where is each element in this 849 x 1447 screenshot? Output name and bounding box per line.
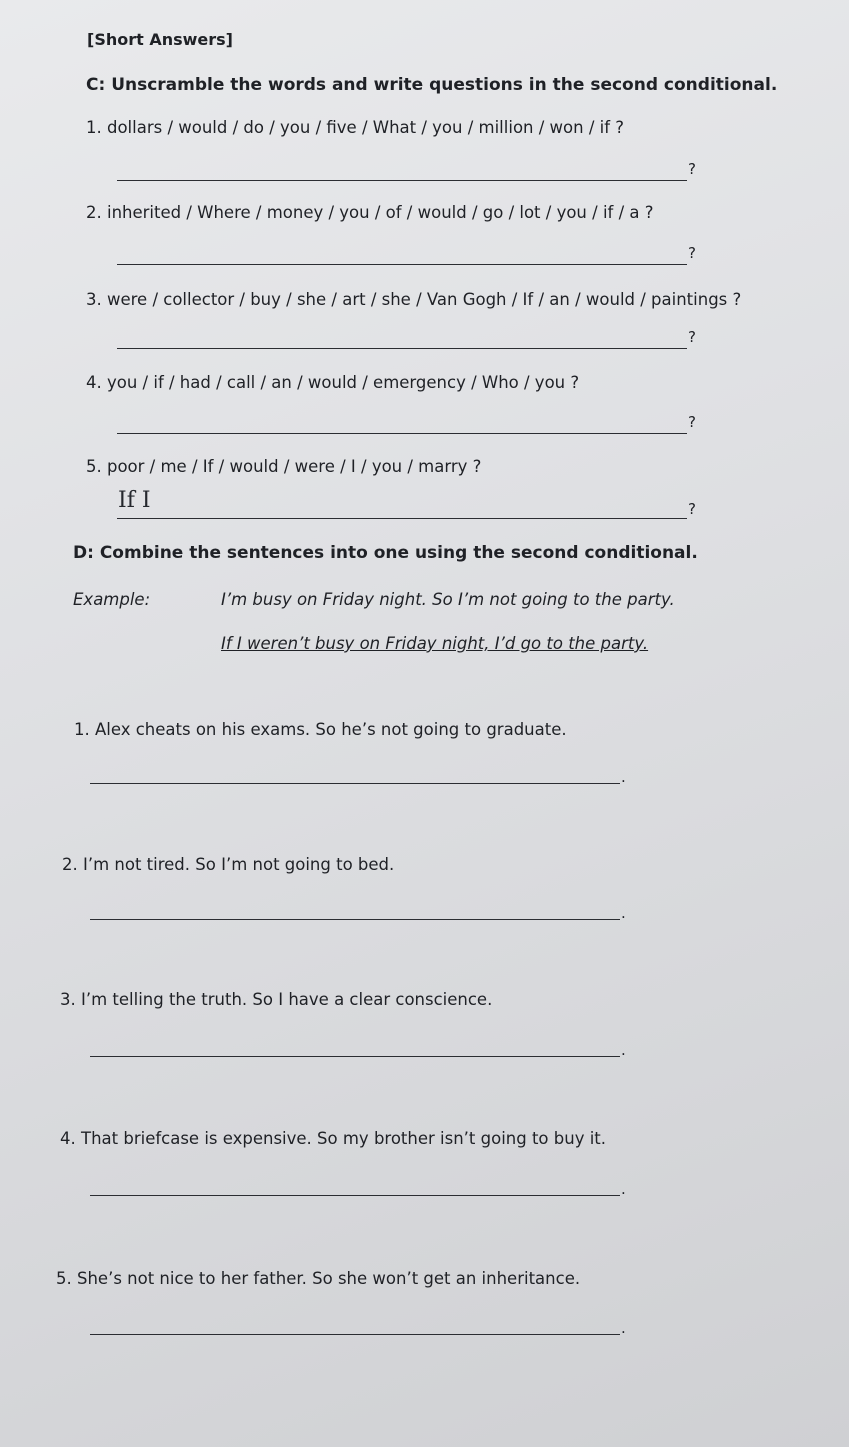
question-mark: ? <box>688 500 696 518</box>
section-c-heading: C: Unscramble the words and write questions in the second conditional. <box>86 75 778 95</box>
period-mark: . <box>621 904 626 922</box>
answer-line-c5[interactable] <box>117 518 687 519</box>
question-mark: ? <box>688 160 696 178</box>
handwritten-answer: If I <box>118 488 151 513</box>
answer-line-c4[interactable] <box>117 433 687 434</box>
answer-line-d2[interactable] <box>90 919 620 920</box>
example-sentence: I’m busy on Friday night. So I’m not going to the party. <box>221 590 675 609</box>
section-d-item-3: 3. I’m telling the truth. So I have a clear conscience. <box>60 990 493 1009</box>
section-d-item-5: 5. She’s not nice to her father. So she won’t get an inheritance. <box>56 1269 581 1288</box>
answer-line-c3[interactable] <box>117 348 687 349</box>
section-c-item-1: 1. dollars / would / do / you / five / What / you / million / won / if ? <box>86 118 625 137</box>
answer-line-c1[interactable] <box>117 180 687 181</box>
section-d-item-1: 1. Alex cheats on his exams. So he’s not going to graduate. <box>74 720 567 739</box>
period-mark: . <box>621 1180 626 1198</box>
page-title: [Short Answers] <box>87 30 233 49</box>
period-mark: . <box>621 1041 626 1059</box>
example-label: Example: <box>73 590 151 609</box>
period-mark: . <box>621 1319 626 1337</box>
question-mark: ? <box>688 328 696 346</box>
answer-line-d3[interactable] <box>90 1056 620 1057</box>
period-mark: . <box>621 768 626 786</box>
question-mark: ? <box>688 413 696 431</box>
question-mark: ? <box>688 244 696 262</box>
section-d-item-4: 4. That briefcase is expensive. So my brother isn’t going to buy it. <box>60 1129 607 1148</box>
answer-line-c2[interactable] <box>117 264 687 265</box>
answer-line-d5[interactable] <box>90 1334 620 1335</box>
section-d-item-2: 2. I’m not tired. So I’m not going to bed. <box>62 855 395 874</box>
answer-line-d4[interactable] <box>90 1195 620 1196</box>
section-c-item-2: 2. inherited / Where / money / you / of / would / go / lot / you / if / a ? <box>86 203 654 222</box>
section-c-item-3: 3. were / collector / buy / she / art / she / Van Gogh / If / an / would / paintings ? <box>86 290 742 309</box>
example-answer: If I weren’t busy on Friday night, I’d go to the party. <box>221 634 649 653</box>
section-c-item-5: 5. poor / me / If / would / were / I / you / marry ? <box>86 457 482 476</box>
answer-line-d1[interactable] <box>90 783 620 784</box>
section-d-heading: D: Combine the sentences into one using the second conditional. <box>73 543 698 563</box>
section-c-item-4: 4. you / if / had / call / an / would / emergency / Who / you ? <box>86 373 580 392</box>
